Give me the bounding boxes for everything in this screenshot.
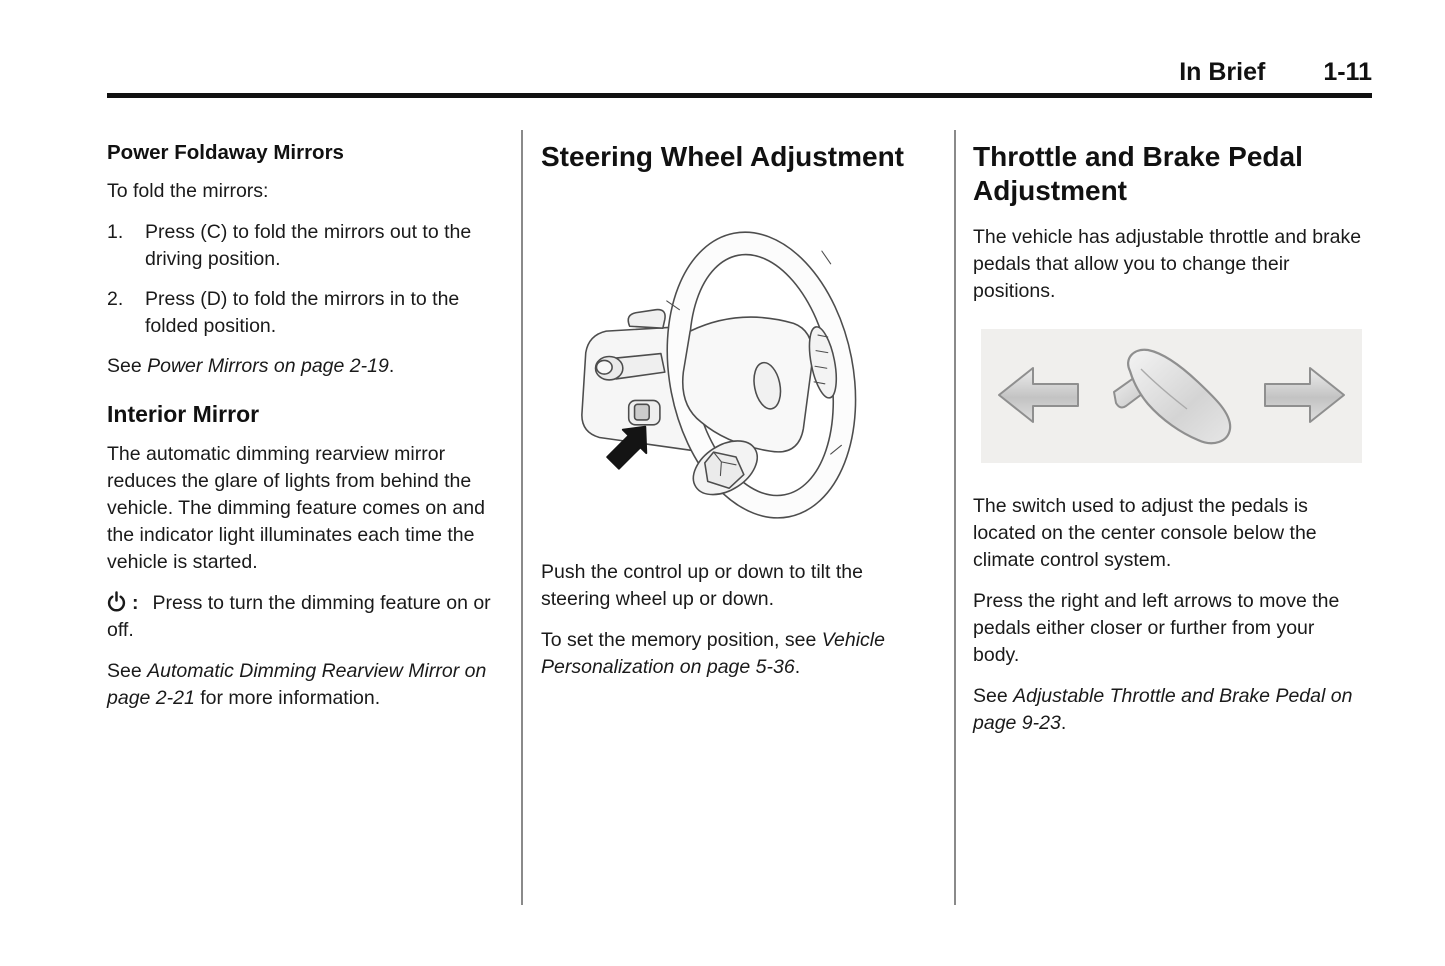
reference-suffix: for more information. bbox=[194, 687, 381, 709]
reference-italic: Automatic Dimming Rearview Mirror on page 2-21 bbox=[107, 660, 487, 709]
column-divider bbox=[954, 130, 956, 905]
heading-throttle-brake-pedal: Throttle and Brake Pedal Adjustment bbox=[973, 141, 1303, 206]
power-symbol-line bbox=[107, 590, 499, 644]
list-item bbox=[107, 286, 499, 340]
section-title: In Brief bbox=[1179, 58, 1266, 86]
press-arrows-paragraph: Press the right and left arrows to move the pedals either closer or further from your body. bbox=[973, 590, 1340, 666]
dimming-mirror-paragraph: The automatic dimming rearview mirror reduces the glare of lights from behind the vehicle. The dimming feature comes on and the indicator light illuminates each time the vehicle is started. bbox=[107, 443, 485, 573]
adjustable-pedals-paragraph: The vehicle has adjustable throttle and brake pedals that allow you to change their positions. bbox=[973, 226, 1362, 302]
see-auto-dimming-reference bbox=[107, 658, 499, 712]
reference-prefix: See bbox=[107, 355, 148, 377]
heading-interior-mirror: Interior Mirror bbox=[107, 401, 260, 427]
page-header bbox=[107, 58, 1372, 87]
reference-prefix: See bbox=[107, 660, 148, 682]
see-pedal-reference bbox=[973, 683, 1365, 737]
tilt-control-paragraph: Push the control up or down to tilt the steering wheel up or down. bbox=[541, 561, 863, 610]
list-number: 2. bbox=[107, 288, 124, 310]
steering-wheel-illustration bbox=[541, 216, 933, 538]
list-text: Press (C) to fold the mirrors out to the driving position. bbox=[145, 221, 472, 270]
reference-suffix: . bbox=[1060, 712, 1067, 734]
reference-italic: Vehicle Personalization on page 5-36 bbox=[541, 629, 885, 678]
list-number: 1. bbox=[107, 221, 124, 243]
memory-position-paragraph bbox=[541, 627, 933, 681]
column-pedal-adjustment bbox=[973, 140, 1365, 751]
fold-mirrors-intro: To fold the mirrors: bbox=[107, 180, 269, 202]
reference-suffix: . bbox=[794, 656, 801, 678]
switch-location-paragraph: The switch used to adjust the pedals is located on the center console below the climate control system. bbox=[973, 495, 1317, 571]
pedal-adjustment-illustration bbox=[981, 329, 1362, 463]
heading-steering-wheel-adjustment: Steering Wheel Adjustment bbox=[541, 141, 905, 172]
header-rule bbox=[107, 93, 1372, 98]
page-number: 1-11 bbox=[1323, 58, 1372, 86]
heading-power-foldaway-mirrors: Power Foldaway Mirrors bbox=[107, 141, 344, 164]
column-steering-wheel bbox=[541, 140, 933, 695]
power-text: Press to turn the dimming feature on or off. bbox=[107, 592, 491, 641]
reference-italic: Adjustable Throttle and Brake Pedal on page 9-23 bbox=[973, 685, 1353, 734]
reference-prefix: See bbox=[973, 685, 1014, 707]
reference-prefix: To set the memory position, see bbox=[541, 629, 822, 651]
reference-suffix: . bbox=[388, 355, 395, 377]
see-power-mirrors-reference bbox=[107, 353, 499, 380]
column-divider bbox=[521, 130, 523, 905]
power-colon: : bbox=[132, 592, 139, 614]
fold-mirrors-list bbox=[107, 219, 499, 340]
reference-italic: Power Mirrors on page 2-19 bbox=[147, 355, 389, 377]
list-text: Press (D) to fold the mirrors in to the folded position. bbox=[145, 288, 460, 337]
column-mirrors bbox=[107, 140, 499, 726]
power-icon bbox=[107, 591, 126, 612]
list-item bbox=[107, 219, 499, 273]
